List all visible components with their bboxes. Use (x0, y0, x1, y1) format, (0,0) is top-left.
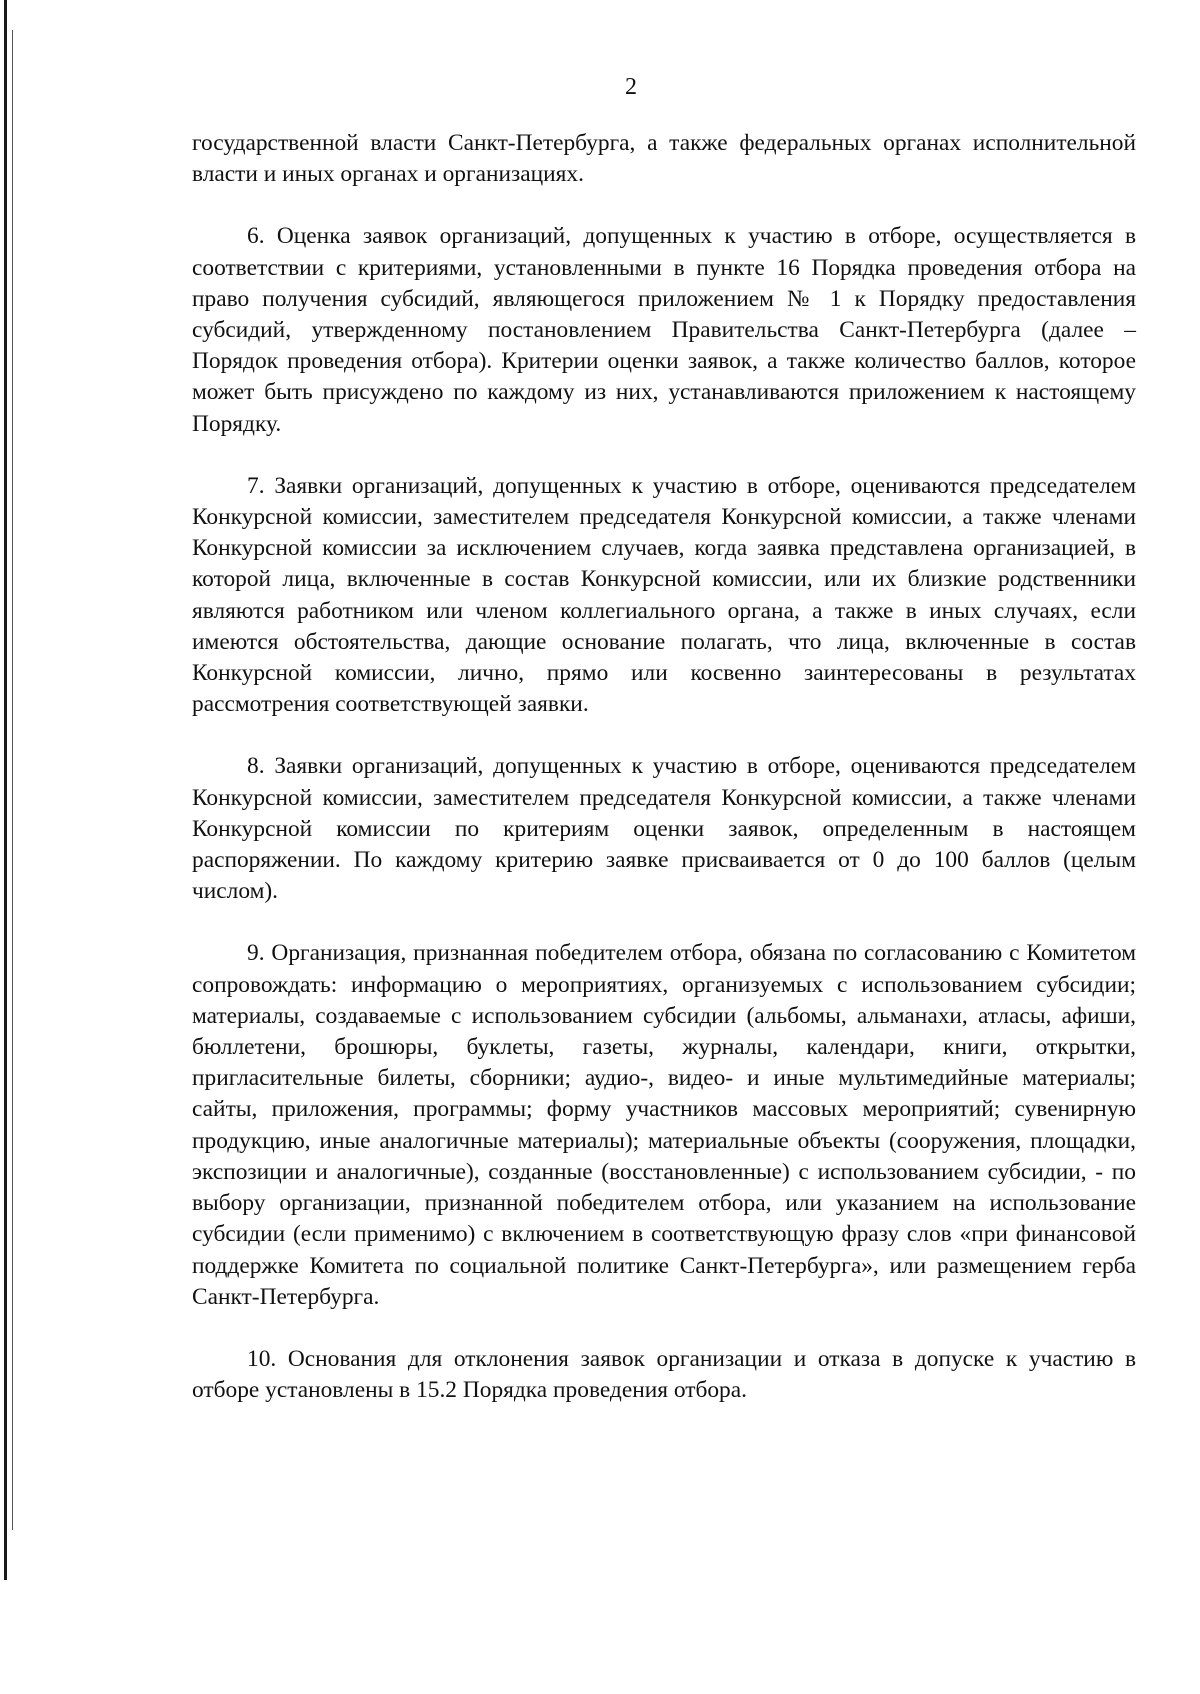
paragraph-7: 7. Заявки организаций, допущенных к участию в отборе, оцениваются председателем Конкурсной комиссии, заместителем председателя Конкурсной комиссии, а также членами Конкурсной комиссии за исключением случаев, когда заявка представлена организацией, в которой лица, включенные в состав Конкурсной комиссии, или их близкие родственники являются работником или членом коллегиального органа, а также в иных случаях, если имеются обстоятельства, дающие основание полагать, что лица, включенные в состав Конкурсной комиссии, лично, прямо или косвенно заинтересованы в результатах рассмотрения соответствующей заявки. (192, 472, 1136, 718)
scan-edge-line (4, 0, 7, 1580)
document-body (192, 128, 1136, 1437)
paragraph-9: 9. Организация, признанная победителем отбора, обязана по согласованию с Комитетом сопровождать: информацию о мероприятиях, организуемых с использованием субсидии; материалы, создаваемые с использованием субсидии (альбомы, альманахи, атласы, афиши, бюллетени, брошюры, буклеты, газеты, журналы, календари, книги, открытки, пригласительные билеты, сборники; аудио-, видео- и иные мультимедийные материалы; сайты, приложения, программы; форму участников массовых мероприятий; сувенирную продукцию, иные аналогичные материалы); материальные объекты (сооружения, площадки, экспозиции и аналогичные), созданные (восстановленные) с использованием субсидии, - по выбору организации, признанной победителем отбора, или указанием на использование субсидии (если применимо) с включением в соответствующую фразу слов «при финансовой поддержке Комитета по социальной политике Санкт-Петербурга», или размещением герба Санкт-Петербурга. (192, 940, 1136, 1310)
paragraph-10: 10. Основания для отклонения заявок организации и отказа в допуске к участию в отборе установлены в 15.2 Порядка проведения отбора. (192, 1345, 1136, 1404)
paragraph-8: 8. Заявки организаций, допущенных к участию в отборе, оцениваются председателем Конкурсной комиссии, заместителем председателя Конкурсной комиссии, а также членами Конкурсной комиссии по критериям оценки заявок, определенным в настоящем распоряжении. По каждому критерию заявке присваивается от 0 до 100 баллов (целым числом). (192, 753, 1136, 905)
paragraph-continuation: государственной власти Санкт-Петербурга, а также федеральных органах исполнительной власти и иных органах и организациях. (192, 130, 1136, 188)
paragraph-6: 6. Оценка заявок организаций, допущенных к участию в отборе, осуществляется в соответствии с критериями, установленными в пункте 16 Порядка проведения отбора на право получения субсидий, являющегося приложением № 1 к Порядку предоставления субсидий, утвержденному постановлением Правительства Санкт-Петербурга (далее – Порядок проведения отбора). Критерии оценки заявок, а также количество баллов, которое может быть присуждено по каждому из них, устанавливаются приложением к настоящему Порядку. (192, 223, 1136, 437)
scan-edge-line-secondary (12, 30, 13, 1530)
page-number: 2 (625, 74, 637, 100)
